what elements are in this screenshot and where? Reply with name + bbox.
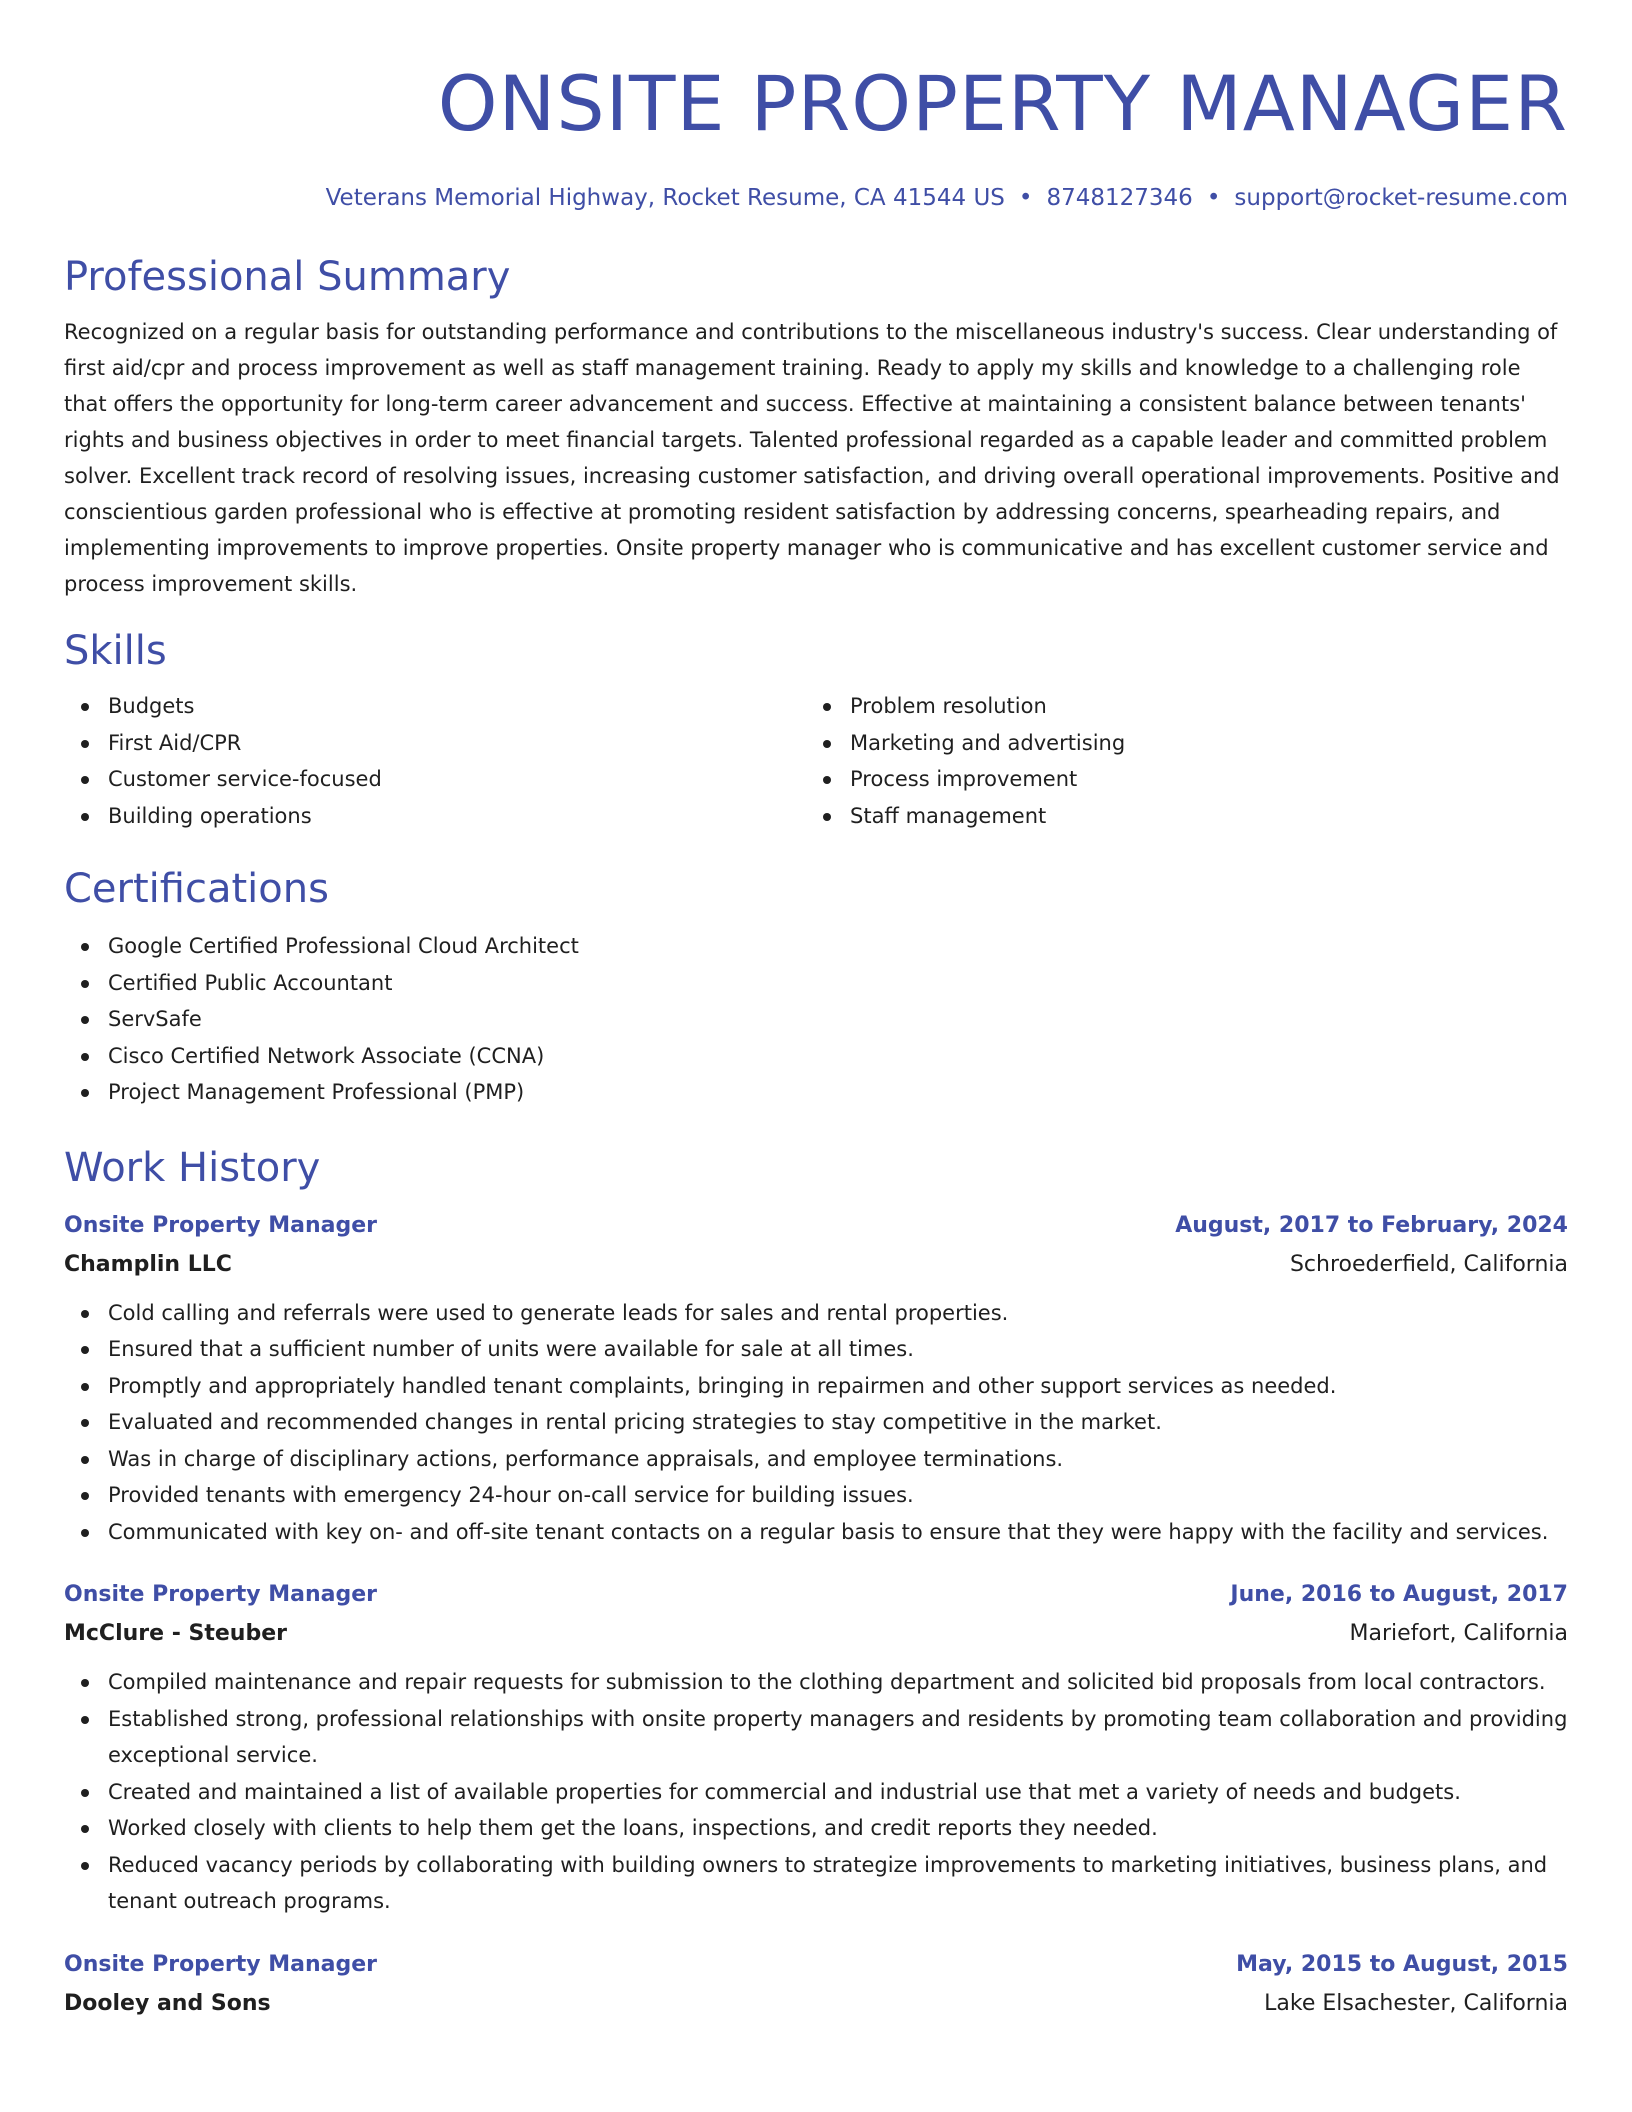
- job-entry: [64, 1576, 1568, 1920]
- list-item: Cisco Certified Network Associate (CCNA): [64, 1038, 1568, 1075]
- job-entry: [64, 1207, 1568, 1551]
- job-location: Mariefort, California: [1349, 1621, 1568, 1646]
- job-company-row: [64, 1245, 1568, 1285]
- contact-email[interactable]: support@rocket-resume.com: [1234, 185, 1568, 211]
- job-bullets: [64, 1295, 1568, 1551]
- page-title: ONSITE PROPERTY MANAGER: [437, 59, 1568, 148]
- contact-separator: •: [1206, 185, 1221, 211]
- summary-text: Recognized on a regular basis for outstanding performance and contributions to the miscellaneous industry's success. Clear understanding of first aid/cpr and process improvement as well as staff management training. Ready to apply my skills and knowledge to a challenging role that offers the opportunity for long-term career advancement and success. Effective at maintaining a consistent balance between tenants' rights and business objectives in order to meet financial targets. Talented professional regarded as a capable leader and committed problem solver. Excellent track record of resolving issues, increasing customer satisfaction, and driving overall operational improvements. Positive and conscientious garden professional who is effective at promoting resident satisfaction by addressing concerns, spearheading repairs, and implementing improvements to improve properties. Onsite property manager who is communicative and has excellent customer service and process improvement skills.: [64, 320, 1560, 596]
- list-item: ServSafe: [64, 1001, 1568, 1038]
- list-item: Evaluated and recommended changes in rental pricing strategies to stay competitive in the market.: [64, 1404, 1568, 1441]
- skills-list-left: [64, 688, 806, 834]
- job-bullets: [64, 1664, 1568, 1920]
- list-item: Certified Public Accountant: [64, 965, 1568, 1002]
- job-company-row: [64, 1614, 1568, 1654]
- work-history-heading: Work History: [64, 1144, 321, 1191]
- list-item: Project Management Professional (PMP): [64, 1074, 1568, 1111]
- list-item: Customer service-focused: [64, 761, 806, 798]
- list-item: Building operations: [64, 798, 806, 835]
- list-item: Established strong, professional relationships with onsite property managers and residents by promoting team collaboration and providing exceptional service.: [64, 1701, 1568, 1774]
- list-item: Budgets: [64, 688, 806, 725]
- list-item: Ensured that a sufficient number of units were available for sale at all times.: [64, 1331, 1568, 1368]
- list-item: Communicated with key on- and off-site tenant contacts on a regular basis to ensure that they were happy with the facility and services.: [64, 1514, 1568, 1551]
- skills-columns: [64, 688, 1568, 834]
- contact-separator: •: [1018, 185, 1033, 211]
- job-title: Onsite Property Manager: [64, 1951, 377, 1977]
- job-title: Onsite Property Manager: [64, 1212, 377, 1238]
- job-company: Dooley and Sons: [64, 1990, 271, 2016]
- list-item: Was in charge of disciplinary actions, performance appraisals, and employee terminations.: [64, 1441, 1568, 1478]
- job-header-row: [64, 1946, 1568, 1984]
- list-item: Marketing and advertising: [806, 725, 1548, 762]
- job-dates: June, 2016 to August, 2017: [1230, 1582, 1568, 1607]
- skills-list-right: [806, 688, 1548, 834]
- contact-line: [64, 182, 1568, 214]
- job-header-row: [64, 1576, 1568, 1614]
- list-item: Process improvement: [806, 761, 1548, 798]
- certifications-heading: Certifications: [64, 866, 329, 912]
- resume-page: [64, 52, 1568, 2024]
- skills-heading: Skills: [64, 628, 167, 674]
- certifications-list: [64, 928, 1568, 1111]
- job-company: Champlin LLC: [64, 1251, 232, 1277]
- job-location: Lake Elsachester, California: [1264, 1990, 1568, 2016]
- list-item: Problem resolution: [806, 688, 1548, 725]
- list-item: Google Certified Professional Cloud Architect: [64, 928, 1568, 965]
- job-company-row: [64, 1984, 1568, 2024]
- job-entry: [64, 1946, 1568, 2024]
- job-company: McClure - Steuber: [64, 1621, 287, 1646]
- list-item: Provided tenants with emergency 24-hour on-call service for building issues.: [64, 1477, 1568, 1514]
- list-item: Cold calling and referrals were used to generate leads for sales and rental properties.: [64, 1295, 1568, 1332]
- job-title: Onsite Property Manager: [64, 1582, 377, 1607]
- list-item: First Aid/CPR: [64, 725, 806, 762]
- list-item: Reduced vacancy periods by collaborating with building owners to strategize improvements to marketing initiatives, business plans, and tenant outreach programs.: [64, 1847, 1568, 1920]
- job-header-row: [64, 1207, 1568, 1245]
- list-item: Staff management: [806, 798, 1548, 835]
- job-location: Schroederfield, California: [1289, 1251, 1568, 1277]
- list-item: Worked closely with clients to help them get the loans, inspections, and credit reports they needed.: [64, 1810, 1568, 1847]
- list-item: Compiled maintenance and repair requests for submission to the clothing department and solicited bid proposals from local contractors.: [64, 1664, 1568, 1701]
- skills-column-right: [806, 688, 1548, 834]
- list-item: Created and maintained a list of available properties for commercial and industrial use that met a variety of needs and budgets.: [64, 1774, 1568, 1811]
- skills-column-left: [64, 688, 806, 834]
- contact-address: Veterans Memorial Highway, Rocket Resume, CA 41544 US: [325, 185, 1005, 211]
- summary-heading: Professional Summary: [64, 254, 511, 300]
- list-item: Promptly and appropriately handled tenant complaints, bringing in repairmen and other support services as needed.: [64, 1368, 1568, 1405]
- job-dates: August, 2017 to February, 2024: [1175, 1212, 1568, 1238]
- job-dates: May, 2015 to August, 2015: [1236, 1951, 1568, 1977]
- contact-phone: 8748127346: [1046, 185, 1193, 211]
